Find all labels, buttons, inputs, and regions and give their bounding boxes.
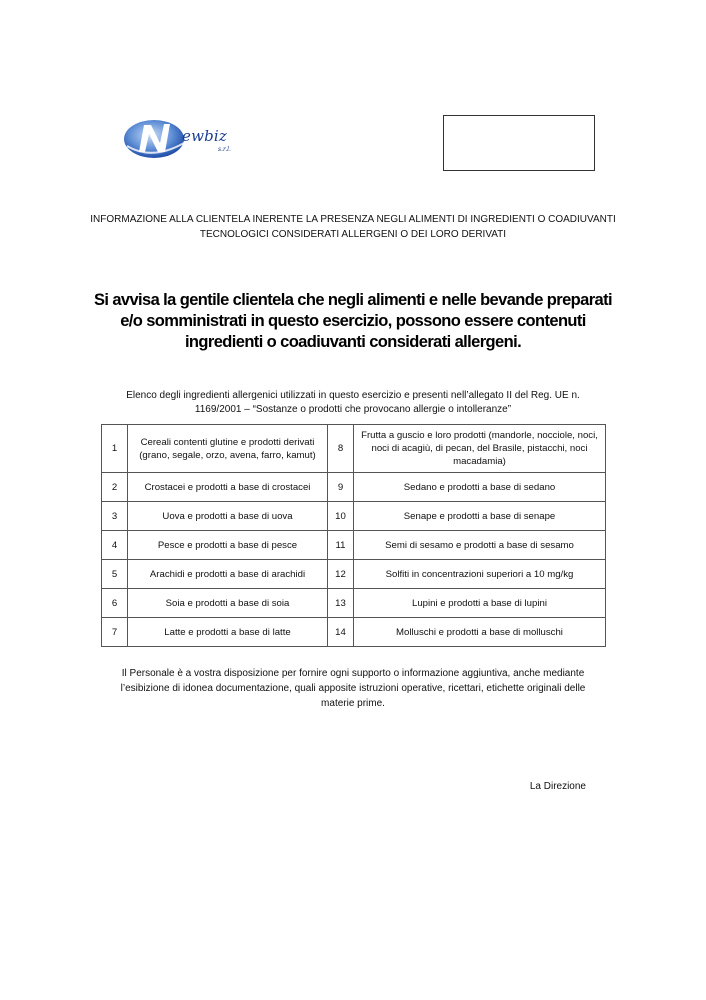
- headline-line: ingredienti o coadiuvanti considerati allergeni.: [184, 333, 522, 351]
- allergen-name: Latte e prodotti a base di latte: [128, 618, 328, 647]
- allergen-number: 12: [328, 560, 354, 589]
- staff-note-line: l’esibizione di idonea documentazione, quali apposite istruzioni operative, ricettari, etichette originali delle: [120, 683, 586, 694]
- allergen-number: 13: [328, 589, 354, 618]
- allergen-name: Frutta a guscio e loro prodotti (mandorle, nocciole, noci, noci di acagiù, di pecan, del Brasile, pistacchi, noci macadamia): [354, 425, 606, 473]
- allergen-name: Semi di sesamo e prodotti a base di sesamo: [354, 531, 606, 560]
- table-row: [102, 502, 606, 531]
- staff-note-line: Il Personale è a vostra disposizione per fornire ogni supporto o informazione aggiuntiva, anche mediante: [121, 668, 585, 679]
- logo-wordmark: ewbiz: [182, 127, 228, 145]
- table-row: [102, 473, 606, 502]
- list-intro-line: 1169/2001 – “Sostanze o prodotti che provocano allergie o intolleranze”: [194, 404, 512, 415]
- staff-availability-note: [100, 666, 606, 711]
- table-row: [102, 560, 606, 589]
- allergen-number: 14: [328, 618, 354, 647]
- allergen-number: 11: [328, 531, 354, 560]
- allergen-number: 5: [102, 560, 128, 589]
- allergen-number: 7: [102, 618, 128, 647]
- table-row: [102, 589, 606, 618]
- stamp-box: [443, 115, 595, 171]
- table-row: [102, 425, 606, 473]
- table-row: [102, 618, 606, 647]
- allergen-name: Uova e prodotti a base di uova: [128, 502, 328, 531]
- allergen-name: Senape e prodotti a base di senape: [354, 502, 606, 531]
- allergen-number: 2: [102, 473, 128, 502]
- allergen-warning-headline: [80, 290, 626, 353]
- newbiz-logo: [122, 113, 234, 165]
- allergen-name: Arachidi e prodotti a base di arachidi: [128, 560, 328, 589]
- allergen-number: 4: [102, 531, 128, 560]
- allergen-number: 8: [328, 425, 354, 473]
- allergen-name: Crostacei e prodotti a base di crostacei: [128, 473, 328, 502]
- info-title-line: INFORMAZIONE ALLA CLIENTELA INERENTE LA PRESENZA NEGLI ALIMENTI DI INGREDIENTI O COADIUVANTI: [90, 214, 616, 225]
- allergen-number: 6: [102, 589, 128, 618]
- allergen-table: [101, 424, 606, 647]
- list-intro-line: Elenco degli ingredienti allergenici utilizzati in questo esercizio e presenti nell’allegato II del Reg. UE n.: [126, 390, 580, 401]
- headline-line: e/o somministrati in questo esercizio, possono essere contenuti: [120, 312, 586, 330]
- allergen-name: Solfiti in concentrazioni superiori a 10 mg/kg: [354, 560, 606, 589]
- headline-line: Si avvisa la gentile clientela che negli alimenti e nelle bevande preparati: [93, 291, 613, 309]
- allergen-number: 10: [328, 502, 354, 531]
- allergen-name: Soia e prodotti a base di soia: [128, 589, 328, 618]
- allergen-number: 3: [102, 502, 128, 531]
- info-title-line: TECNOLOGICI CONSIDERATI ALLERGENI O DEI LORO DERIVATI: [199, 229, 507, 240]
- info-title: [60, 212, 646, 242]
- allergen-name: Cereali contenti glutine e prodotti derivati (grano, segale, orzo, avena, farro, kamut): [128, 425, 328, 473]
- allergen-list-intro: [110, 389, 596, 417]
- signature: La Direzione: [529, 781, 586, 792]
- allergen-number: 9: [328, 473, 354, 502]
- table-row: [102, 531, 606, 560]
- allergen-number: 1: [102, 425, 128, 473]
- allergen-name: Lupini e prodotti a base di lupini: [354, 589, 606, 618]
- allergen-name: Pesce e prodotti a base di pesce: [128, 531, 328, 560]
- staff-note-line: materie prime.: [321, 698, 385, 709]
- logo-company-suffix: s.r.l.: [218, 146, 231, 153]
- allergen-name: Sedano e prodotti a base di sedano: [354, 473, 606, 502]
- allergen-name: Molluschi e prodotti a base di molluschi: [354, 618, 606, 647]
